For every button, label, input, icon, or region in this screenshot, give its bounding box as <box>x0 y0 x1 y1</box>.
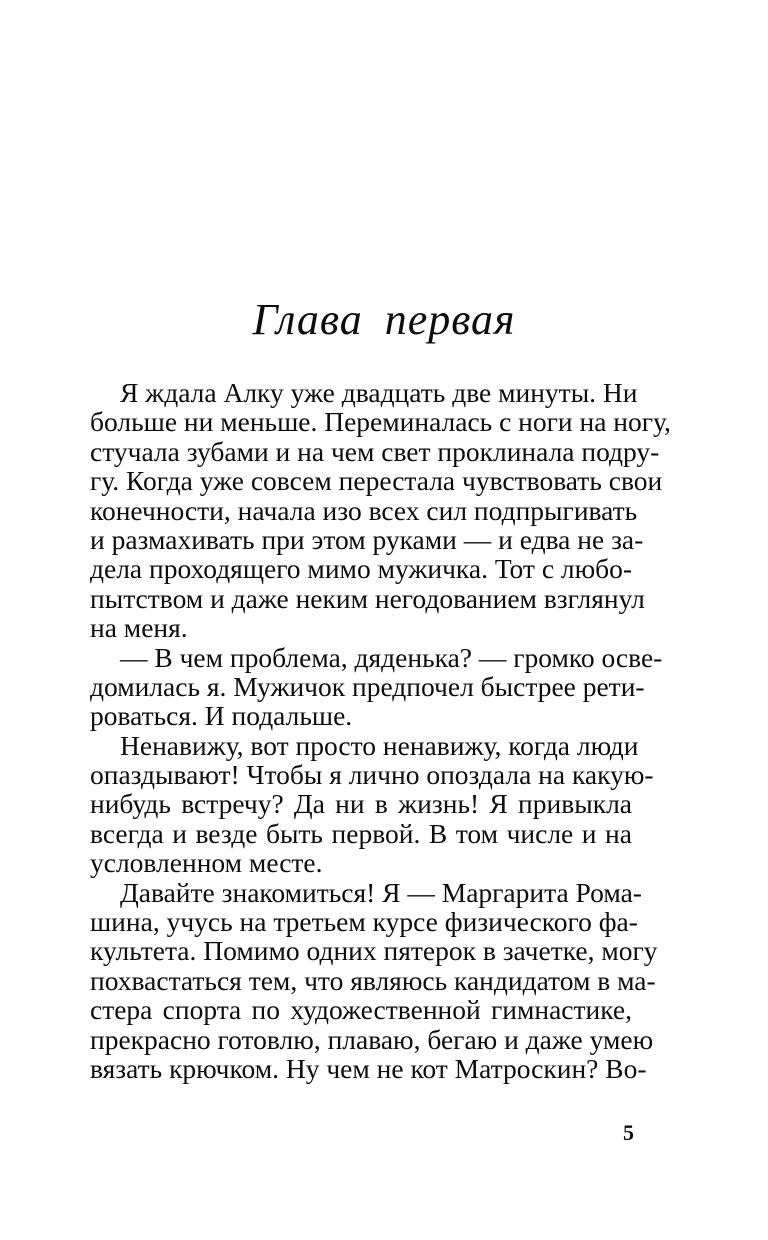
text-line: роваться. И подальше. <box>90 700 353 732</box>
text-line: шина, учусь на третьем курсе физического фа- <box>90 906 638 938</box>
body-text <box>90 377 671 1084</box>
text-line: Давайте знакомиться! Я — Маргарита Рома- <box>120 876 642 908</box>
paragraph-2 <box>90 641 663 732</box>
text-line: стучала зубами и на чем свет проклинала подру- <box>90 435 660 467</box>
text-line: на меня. <box>90 612 188 644</box>
text-line: всегда и везде быть первой. В том числе и на <box>90 817 632 849</box>
text-line: больше ни меньше. Переминалась с ноги на ногу, <box>90 406 671 438</box>
text-line: стера спорта по художественной гимнастике, <box>90 994 632 1026</box>
text-line: Ненавижу, вот просто ненавижу, когда люди <box>120 729 639 761</box>
page-number: 5 <box>623 1120 634 1145</box>
chapter-title: Глава первая <box>252 295 516 344</box>
paragraph-3 <box>90 729 654 879</box>
paragraph-1 <box>90 377 671 644</box>
text-line: дела проходящего мимо мужичка. Тот с любо- <box>90 553 633 585</box>
text-line: вязать крючком. Ну чем не кот Матроскин? Во- <box>90 1052 647 1084</box>
text-line: культета. Помимо одних пятерок в зачетке, могу <box>90 935 658 967</box>
text-line: — В чем проблема, дяденька? — громко осве- <box>120 641 663 673</box>
paragraph-4 <box>90 876 658 1084</box>
text-line: гу. Когда уже совсем перестала чувствовать свои <box>90 465 663 497</box>
text-line: похвастаться тем, что являюсь кандидатом в ма- <box>90 964 656 996</box>
text-line: нибудь встречу? Да ни в жизнь! Я привыкла <box>90 788 632 820</box>
text-line: условленном месте. <box>90 847 323 879</box>
text-line: пытством и даже неким негодованием взглянул <box>90 582 645 614</box>
text-line: домилась я. Мужичок предпочел быстрее рети- <box>90 670 645 702</box>
text-line: Я ждала Алку уже двадцать две минуты. Ни <box>120 377 638 408</box>
text-line: конечности, начала изо всех сил подпрыгивать <box>90 494 638 526</box>
text-line: прекрасно готовлю, плаваю, бегаю и даже умею <box>90 1023 654 1055</box>
text-line: и размахивать при этом руками — и едва не за- <box>90 523 644 555</box>
text-line: опаздывают! Чтобы я лично опоздала на какую- <box>90 759 654 791</box>
